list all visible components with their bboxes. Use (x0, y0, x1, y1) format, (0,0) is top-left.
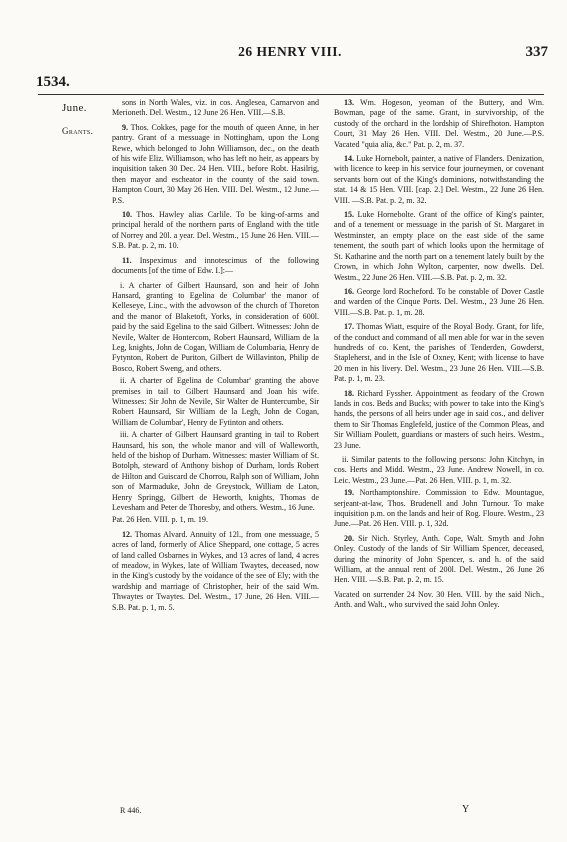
entry-text: Thomas Wiatt, esquire of the Royal Body. Grant, for life, of the conduct and command of all men able for war in the seven hundreds of co. Kent, the parishes of Tenderden, Gowderst, Stapleherst, and in the Isle of Oxney, Kent; with license to have 20 men in his livery. Del. Westm., 23 June 26 Hen. VIII.—S.B. Pat. p. 1, m. 23. (334, 322, 544, 384)
year-heading: 1534. (36, 74, 70, 90)
entry (334, 322, 544, 384)
entry-text: ii. A charter of Egelina de Columbar' granting the above premises in tail to Gilbert Haunsard and Joan his wife. Witnesses: Sir John de Nevile, Sir Walter de Huntercumbe, Sir Robert Haunsard, Sir William de la Legh, John de Cogan, William de Columbar', Henry de Fytinton and others. (112, 376, 319, 427)
entry (334, 287, 544, 318)
entry-text: ii. Similar patents to the following persons: John Kitchyn, in cos. Herts and Midd. Westm., 23 June. Andrew Nowell, in co. Leic. Westm., 23 June.—Pat. 26 Hen. VIII. p. 1, m. 32. (334, 455, 544, 485)
footer-signature: R 446. (120, 806, 142, 815)
entry (334, 154, 544, 206)
entry-number: 20. (344, 533, 355, 543)
entry-number: 14. (344, 154, 355, 164)
entry-number: 17. (344, 322, 355, 332)
entry-text: Vacated on surrender 24 Nov. 30 Hen. VIII. by the said Nich., Anth. and Walt., who survived the said John Onley. (334, 589, 544, 610)
entry-text: Sir Nich. Styrley, Anth. Cope, Walt. Smyth and John Onley. Custody of the lands of Sir William Spencer, deceased, during the minority of John Spencer, s. and h. of the said William, at the annual rent of 200l. Del. Westm., 26 June 26 Hen. VIII. —S.B. Pat. p. 2, m. 15. (334, 533, 544, 585)
entry (112, 210, 319, 252)
right-column (334, 98, 544, 615)
entry (112, 515, 319, 525)
page-header (30, 44, 550, 64)
entry-text: Thomas Alvard. Annuity of 12l., from one messuage, 5 acres of land, formerly of Alice Sheppard, one cottage, 5 acres of land called Osbarnes in Wykes, and 13 acres of land, 4 acres of meadow, in Wykes, late of William Twaytes, deceased, now in the King's custody by the voidance of the see of Ely; with the wardship and marriage of Christopher, heir of the said Wm. Thwaytes or Twaytes. Del. Westm., 17 June, 26 Hen. VIII.—S.B. Pat. p. 1, m. 5. (112, 529, 319, 612)
entry-number: 10. (122, 210, 133, 220)
entry-text: Inspeximus and innotescimus of the following documents [of the time of Edw. I.]:— (112, 255, 319, 276)
entry-number: 11. (122, 255, 132, 265)
entry-text: Thos. Cokkes, page for the mouth of queen Anne, in her pantry. Grant of a messuage in Nottingham, upon the Long Rewe, which belonged to John Williamson, dec., on the death of his wife Eliz. Williamson, who has left no heir, as appears by inquisition taken 30 Dec. 24 Hen. VIII., before Robt. Hasilrig, then mayor and escheator in the county of the said town. Hampton Court, 30 May 26 Hen. VIII. Del. Westm., 12 June.—P.S. (112, 122, 319, 205)
entry-text: i. A charter of Gilbert Haunsard, son and heir of John Hansard, granting to Egelina de Columbar' the manor of Kelleseye, Linc., with the advowson of the church of Thoreton and the manor of Blaketoft, Yorks, in consideration of 600l. paid by the said Egelina to the said Gilbert. Witnesses: John de Nevile, Walter de Hontercom, Robert Haunsard, William de la Leg, knights, John de Cogan, William de Columbaria, Henry de Fytynton, Robert de Puriton, Gilbert de Willavinton, Philip de Bosco, Robert Sweng, and others. (112, 280, 319, 373)
entry (112, 98, 319, 119)
entry-text: sons in North Wales, viz. in cos. Anglesea, Carnarvon and Merioneth. Del. Westm., 12 June 26 Hen. VIII.—S.B. (112, 98, 319, 118)
entry-text: Wm. Hogeson, yeoman of the Buttery, and Wm. Bowman, page of the same. Grant, in survivorship, of the custody of the orchard in the lordship of Shirefhoton. Hampton Court, 31 May 26 Hen. VIII. Del. Westm., 20 June.—P.S. Vacated "quia alia, &c." Pat. p. 2, m. 37. (334, 98, 544, 149)
entry-text: Pat. 26 Hen. VIII. p. 1, m. 19. (112, 515, 208, 525)
entry-text: Northamptonshire. Commission to Edw. Mountague, serjeant-at-law, Thos. Brudenell and John Turnour. To make inquisition p.m. on the lands and heir of Rog. Floure. Westm., 23 June.—Pat. 26 Hen. VIII. p. 1, 32d. (334, 488, 545, 529)
entry-text: George lord Rocheford. To be constable of Dover Castle and warden of the Cinque Ports. Del. Westm., 23 June 26 Hen. VIII.—S.B. Pat. p. 1, m. 28. (334, 286, 544, 317)
entry (112, 256, 319, 277)
entry (112, 281, 319, 375)
entry (334, 210, 544, 283)
header-rule (38, 94, 544, 95)
entry-number: 12. (122, 529, 133, 539)
running-head: 26 HENRY VIII. (238, 44, 342, 59)
entry-number: 16. (344, 286, 355, 296)
entry-text: Luke Hornebolt, painter, a native of Flanders. Denization, with licence to keep in his service four journeymen, or covenant servants born out of the King's dominions, notwithstanding the stat. 14 & 15 Hen. VIII. [cap. 2.] Del. Westm., 22 June 26 Hen. VIII. —S.B. Pat. p. 2, m. 32. (334, 154, 544, 205)
entry (334, 389, 544, 451)
footer-signature-mark: Y (462, 804, 470, 815)
page-number: 337 (525, 44, 548, 60)
entry (334, 488, 544, 530)
entry-text: Luke Hornebolte. Grant of the office of King's painter, and of a tenement or messuage in the parish of St. Margaret in Westminster, an empty place on the east side of the same tenement, the south part of which looks upon the hermitage of St. Katharine and the north part on a tenement lately built by the Crown, in which John Wylton, carpenter, now dwells. Del. Westm., 22 June 26 Hen. VIII.—S.B. Pat. p. 2, m. 32. (334, 210, 544, 282)
section-note: Grants. (62, 126, 94, 136)
entry (112, 530, 319, 613)
entry (112, 123, 319, 206)
entry-number: 13. (344, 98, 355, 107)
entry-text: Richard Fyssher. Appointment as feodary of the Crown lands in cos. Beds and Bucks; with power to take into the King's hands, the persons of all heirs under age in said cos., and deliver them to Sir Thomas Englefeld, justice of the Common Pleas, and Sir William Poulett, guardians or masters of such heirs. Westm., 23 June. (334, 388, 544, 450)
entry-number: 18. (344, 388, 355, 398)
entry-text: Thos. Hawley alias Carlile. To be king-of-arms and principal herald of the northern parts of England with the title of Norrey and 20l. a year. Del. Westm., 15 June 26 Hen. VIII.—S.B. Pat. p. 2, m. 10. (112, 210, 319, 251)
entry-number: 15. (344, 210, 355, 220)
entry (334, 590, 544, 611)
entry (112, 376, 319, 428)
month-note: June. (62, 102, 87, 114)
entry (334, 534, 544, 586)
entry (112, 430, 319, 513)
entry-text: iii. A charter of Gilbert Haunsard granting in tail to Robert Haunsard, his son, the whole manor and vill of Walleworth, held of the bishop of Durham. Witnesses: master William of St. Botolph, steward of Anthony bishop of Durham, lords Robert de Hilton and Guiscard de Chorrou, Ralph son of William, John son of Marmaduke, John de Greystock, William de Laton, Henry Springg, Gilbert de Heworth, knights, Thomas de Levesham and Peter de Thoresby, and others. Westm., 16 June. (112, 430, 319, 513)
entry (334, 98, 544, 150)
entry (334, 455, 544, 486)
left-column (112, 98, 319, 617)
entry-number: 19. (344, 488, 355, 498)
entry-number: 9. (122, 122, 129, 132)
